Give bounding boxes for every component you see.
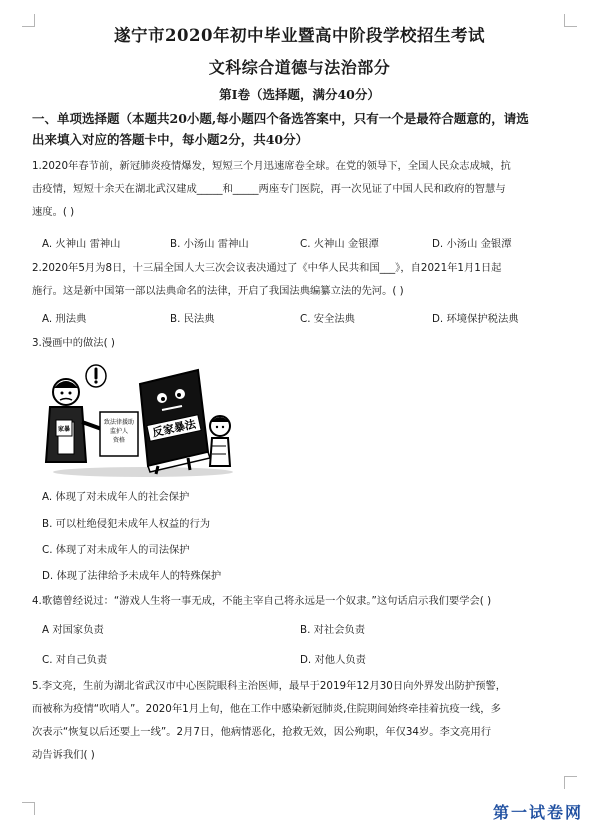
question-5	[32, 675, 572, 767]
exclamation-bubble	[86, 365, 106, 387]
question-5-line-1: 5.李文亮，生前为湖北省武汉市中心医院眼科主治医师，最早于2019年12月30日向外界发出防护预警，	[32, 680, 507, 692]
question-1-option-a: A. 火神山 雷神山	[42, 238, 121, 250]
corner-mark-bottom-right	[564, 776, 577, 789]
exam-part-heading: 第I卷（选择题，满分40分）	[219, 87, 380, 102]
cartoon-illustration	[38, 362, 238, 478]
exam-subtitle: 文科综合道德与法治部分	[208, 58, 391, 77]
cartoon-paper-line-1: 致法律援助	[103, 419, 135, 426]
question-1-option-c: C. 火神山 金银潭	[300, 238, 379, 250]
question-2-line-2: 施行。这是新中国第一部以法典命名的法律，开启了我国法典编纂立法的先河。( )	[32, 285, 404, 297]
cartoon-book-label: 反家暴法	[151, 417, 197, 440]
question-1-line-1: 1.2020年春节前，新冠肺炎疫情爆发，短短三个月迅速席卷全球。在党的领导下，全国人民众志成城，抗	[32, 160, 511, 172]
cartoon-tag-label: 家暴	[57, 426, 71, 433]
question-1-option-b: B. 小汤山 雷神山	[170, 238, 249, 250]
cartoon-paper	[100, 412, 138, 456]
question-5-line-3: 次表示“恢复以后还要上一线”。2月7日，他病情恶化，抢救无效，因公殉职，年仅34岁。李文亮用行	[32, 726, 492, 738]
question-4	[32, 590, 572, 613]
question-1-line-2: 击疫情，短短十余天在湖北武汉建成_____和_____两座专门医院，再一次见证了中国人民和政府的智慧与	[32, 183, 506, 195]
corner-mark-bottom-left	[22, 802, 35, 815]
question-3-option-a: A. 体现了对未成年人的社会保护	[42, 491, 190, 503]
question-3	[32, 332, 572, 355]
question-4-line-1: 4.歌德曾经说过：“游戏人生将一事无成，不能主宰自己将永远是一个奴隶。”这句话启示我们要学会( )	[32, 595, 492, 607]
question-3-line-1: 3.漫画中的做法( )	[32, 337, 115, 349]
question-1-option-d: D. 小汤山 金银潭	[432, 238, 512, 250]
question-4-option-a: A 对国家负责	[42, 624, 104, 636]
question-2-option-c: C. 安全法典	[300, 313, 355, 325]
question-2-option-a: A. 刑法典	[42, 313, 87, 325]
section-line-2: 出来填入对应的答题卡中，每小题2分，共40分）	[32, 132, 309, 147]
question-5-line-2: 而被称为疫情“吹哨人”。2020年1月上旬，他在工作中感染新冠肺炎,住院期间始终牵挂着抗疫一线，多	[32, 703, 501, 715]
site-watermark: 第一试卷网	[492, 803, 583, 822]
question-4-option-c: C. 对自己负责	[42, 654, 108, 666]
cartoon-child-figure	[210, 416, 230, 466]
question-3-option-c: C. 体现了对未成年人的司法保护	[42, 544, 190, 556]
cartoon-law-book	[140, 370, 210, 474]
question-1	[32, 155, 572, 224]
cartoon-paper-line-2: 监护人	[109, 428, 129, 435]
question-5-line-4: 动告诉我们( )	[32, 749, 95, 761]
question-3-option-d: D. 体现了法律给予未成年人的特殊保护	[42, 570, 222, 582]
question-2	[32, 257, 572, 303]
question-2-line-1: 2.2020年5月为8日，十三届全国人大三次会议表决通过了《中华人民共和国___》，自2021年1月1日起	[32, 262, 502, 274]
section-line-1: 一、单项选择题（本题共20小题,每小题四个备选答案中，只有一个是最符合题意的，请选	[32, 111, 529, 126]
question-2-option-d: D. 环境保护税法典	[432, 313, 519, 325]
question-3-option-b: B. 可以杜绝侵犯未成年人权益的行为	[42, 518, 211, 530]
exam-title: 遂宁市2020年初中毕业暨高中阶段学校招生考试	[114, 26, 485, 45]
question-4-option-b: B. 对社会负责	[300, 624, 366, 636]
cartoon-paper-line-3: 资格	[112, 437, 126, 444]
question-1-line-3: 速度。( )	[32, 206, 75, 218]
question-2-option-b: B. 民法典	[170, 313, 215, 325]
section-instructions	[32, 108, 577, 150]
question-4-option-d: D. 对他人负责	[300, 654, 366, 666]
